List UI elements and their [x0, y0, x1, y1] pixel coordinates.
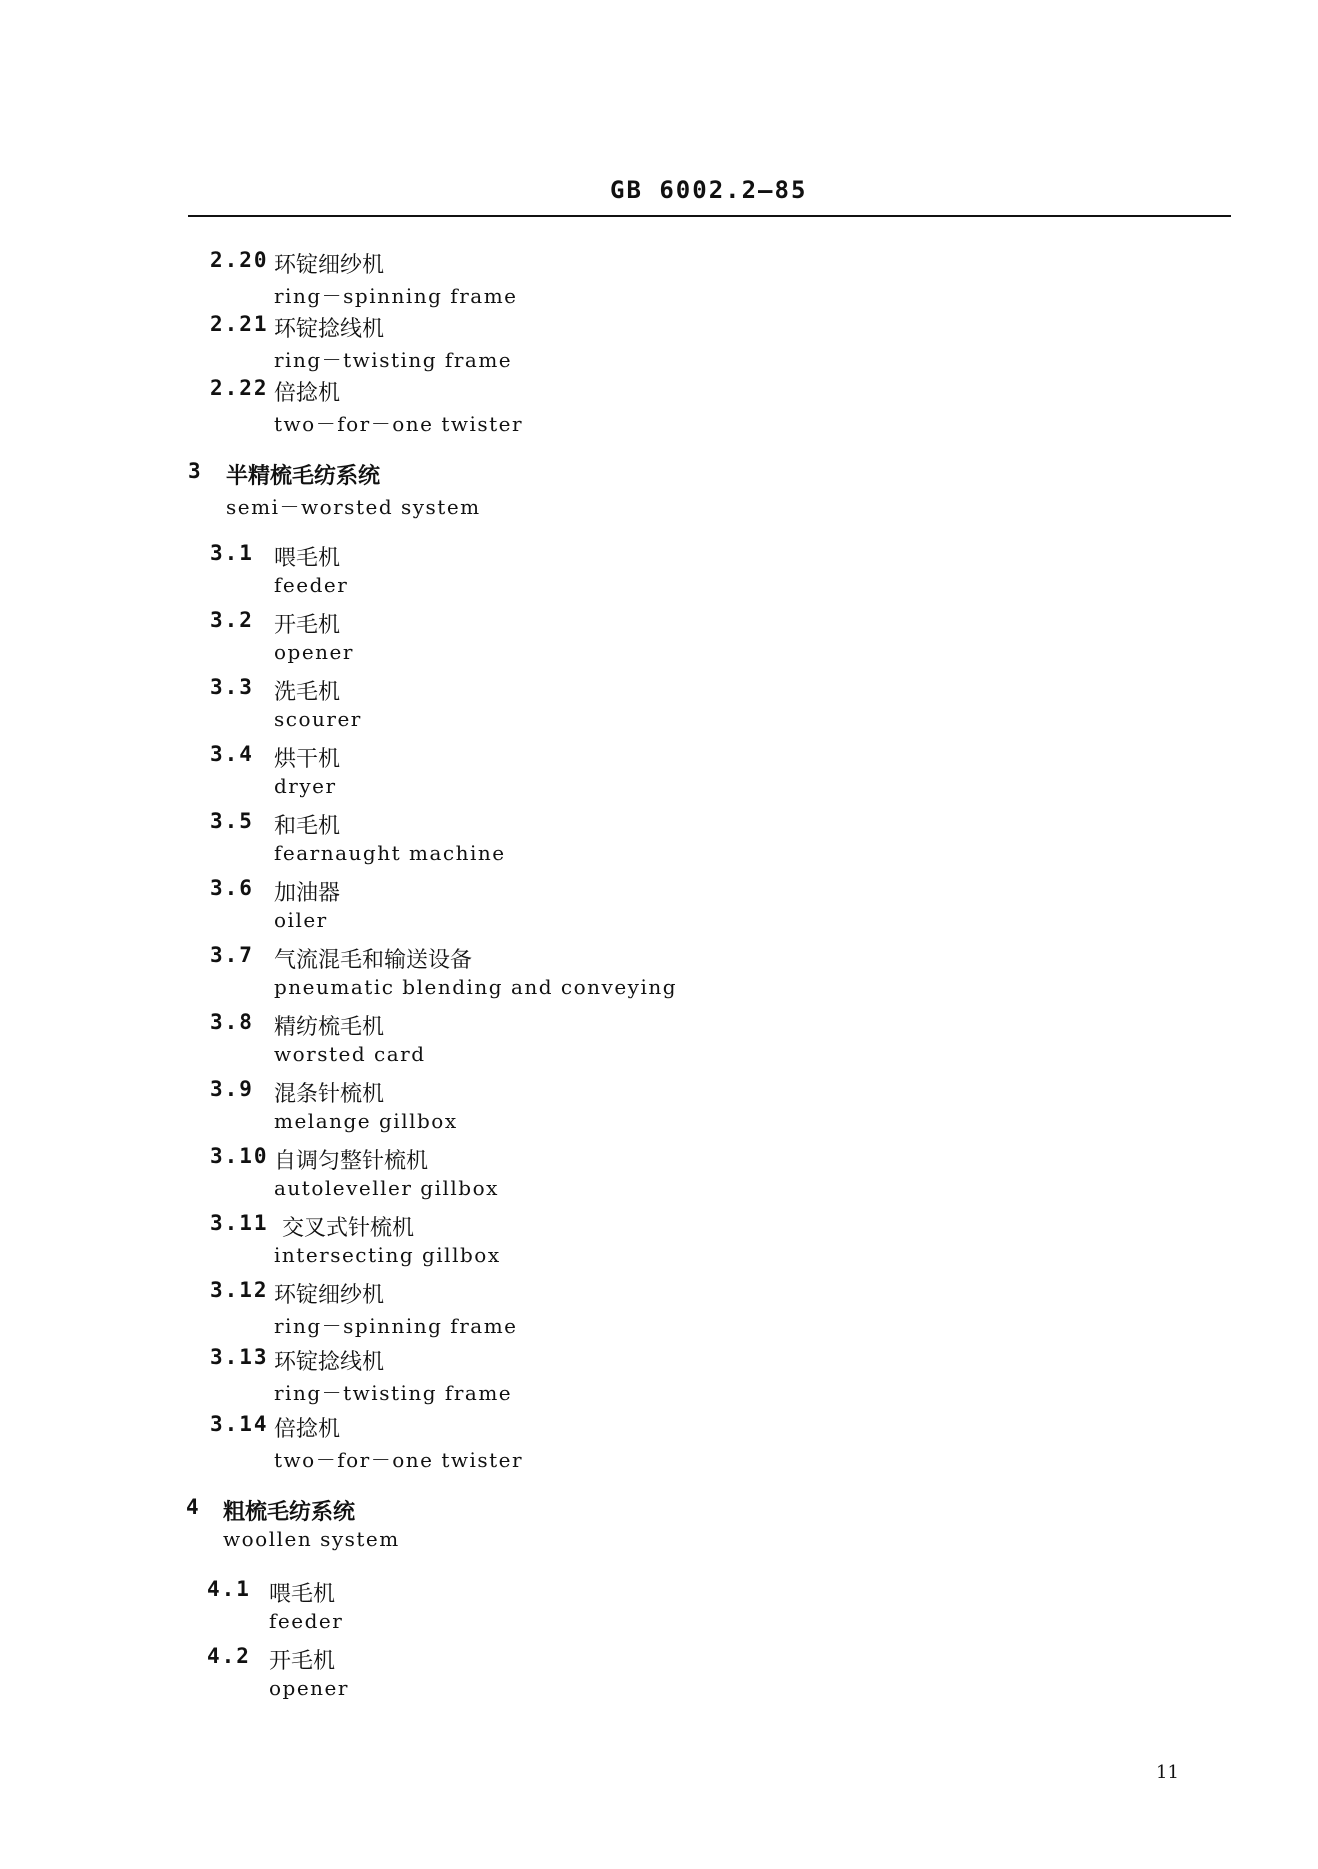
term-chinese: 精纺梳毛机	[274, 1015, 385, 1040]
term-chinese: 混条针梳机	[274, 1082, 385, 1107]
standard-code-header: GB 6002.2—85	[610, 176, 808, 204]
term-number: 2.20	[210, 248, 269, 272]
term-english: opener	[274, 640, 354, 664]
term-english: fearnaught machine	[274, 841, 506, 865]
term-english: melange gillbox	[274, 1109, 458, 1133]
term-number: 3.1	[210, 541, 254, 565]
term-english: ring－spinning frame	[274, 284, 518, 308]
term-chinese: 环锭捻线机	[274, 317, 385, 342]
term-english: oiler	[274, 908, 328, 932]
term-number: 3.6	[210, 876, 254, 900]
term-english: dryer	[274, 774, 337, 798]
term-chinese: 喂毛机	[269, 1582, 336, 1607]
term-number: 2.21	[210, 312, 269, 336]
term-chinese: 倍捻机	[274, 1417, 341, 1442]
term-number: 3.13	[210, 1345, 269, 1369]
term-number: 4.2	[207, 1644, 251, 1668]
term-english: ring－twisting frame	[274, 348, 513, 372]
page-number: 11	[1156, 1762, 1179, 1783]
section-title-chinese: 粗梳毛纺系统	[223, 1499, 356, 1525]
term-chinese: 环锭细纱机	[274, 1283, 385, 1308]
term-chinese: 交叉式针梳机	[282, 1216, 415, 1241]
term-chinese: 环锭捻线机	[274, 1350, 385, 1375]
term-number: 3.14	[210, 1412, 269, 1436]
term-english: two－for－one twister	[274, 412, 524, 436]
term-number: 3.2	[210, 608, 254, 632]
term-english: scourer	[274, 707, 362, 731]
section-number: 3	[188, 459, 203, 483]
term-chinese: 倍捻机	[274, 381, 341, 406]
term-english: ring－spinning frame	[274, 1314, 518, 1338]
section-title-english: semi－worsted system	[226, 495, 481, 519]
section-number: 4	[186, 1495, 201, 1519]
term-chinese: 开毛机	[274, 613, 341, 638]
term-chinese: 气流混毛和输送设备	[274, 948, 473, 973]
term-number: 3.12	[210, 1278, 269, 1302]
term-number: 3.4	[210, 742, 254, 766]
section-title-chinese: 半精梳毛纺系统	[226, 463, 381, 489]
term-english: autoleveller gillbox	[274, 1176, 499, 1200]
term-english: feeder	[274, 573, 349, 597]
term-english: intersecting gillbox	[274, 1243, 501, 1267]
header-rule	[188, 215, 1231, 217]
term-english: pneumatic blending and conveying	[274, 975, 678, 999]
term-number: 3.8	[210, 1010, 254, 1034]
term-number: 3.3	[210, 675, 254, 699]
term-english: feeder	[269, 1609, 344, 1633]
term-chinese: 喂毛机	[274, 546, 341, 571]
term-english: two－for－one twister	[274, 1448, 524, 1472]
term-english: opener	[269, 1676, 349, 1700]
term-english: worsted card	[274, 1042, 426, 1066]
term-english: ring－twisting frame	[274, 1381, 513, 1405]
term-number: 3.5	[210, 809, 254, 833]
term-chinese: 烘干机	[274, 747, 341, 772]
section-title-english: woollen system	[223, 1527, 400, 1551]
term-chinese: 开毛机	[269, 1649, 336, 1674]
term-number: 3.10	[210, 1144, 269, 1168]
term-number: 4.1	[207, 1577, 251, 1601]
term-number: 2.22	[210, 376, 269, 400]
term-number: 3.7	[210, 943, 254, 967]
term-number: 3.9	[210, 1077, 254, 1101]
term-chinese: 环锭细纱机	[274, 253, 385, 278]
term-chinese: 自调匀整针梳机	[274, 1149, 429, 1174]
term-chinese: 洗毛机	[274, 680, 341, 705]
term-chinese: 加油器	[274, 881, 341, 906]
term-number: 3.11	[210, 1211, 269, 1235]
term-chinese: 和毛机	[274, 814, 341, 839]
